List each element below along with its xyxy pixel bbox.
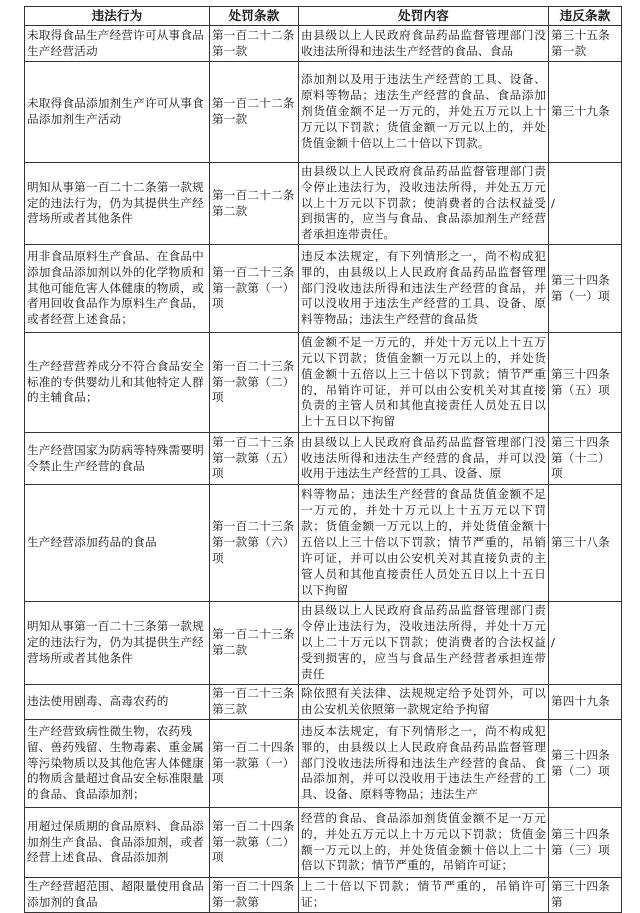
illegal-act-cell: 明知从事第一百二十三条第一款规定的违法行为，仍为其提供生产经营场所或者其他条件 (25, 602, 210, 685)
violated-clause-cell: 第三十四条第 (549, 878, 622, 913)
table-row (25, 333, 622, 433)
table-row (25, 245, 622, 333)
violated-clause-cell: / (549, 163, 622, 245)
header-penalty-clause: 处罚条款 (210, 7, 299, 26)
violated-clause-cell: 第三十九条 (549, 62, 622, 163)
penalty-content-cell: 添加剂以及用于违法生产经营的工具、设备、原料等物品；违法生产经营的食品、食品添加剂货值金额不足一万元的，并处五万元以上十万元以下罚款；货值金额一万元以上的，并处货值金额十倍以上二十倍以下罚款。 (299, 62, 549, 163)
penalty-clause-cell: 第一百二十四条第一款第（一）项 (210, 720, 299, 808)
table-row (25, 685, 622, 720)
penalty-clause-cell: 第一百二十四条第一款第（二）项 (210, 808, 299, 878)
penalty-content-cell: 由县级以上人民政府食品药品监督管理部门没收违法所得和违法生产经营的食品、食品 (299, 26, 549, 62)
penalty-content-cell: 值金额不足一万元的，并处十万元以上十五万元以下罚款；货值金额一万元以上的，并处货值金额十五倍以上三十倍以下罚款；情节严重的，吊销许可证，并可以由公安机关对其直接负责的主管人员和其他直接责任人员处五日以上十五日以下拘留 (299, 333, 549, 433)
violated-clause-cell: 第三十四条第（五）项 (549, 333, 622, 433)
illegal-act-cell: 未取得食品添加剂生产许可从事食品添加剂生产活动 (25, 62, 210, 163)
header-penalty-content: 处罚内容 (299, 7, 549, 26)
penalty-content-cell: 由县级以上人民政府食品药品监督管理部门没收违法所得和违法生产经营的食品，并可以没收用于违法生产经营的工具、设备、原 (299, 433, 549, 485)
penalty-clause-cell: 第一百二十三条第一款第（二）项 (210, 333, 299, 433)
penalty-clause-cell: 第一百二十二条第一款 (210, 62, 299, 163)
penalty-clause-cell: 第一百二十四条第一款第 (210, 878, 299, 913)
illegal-act-cell: 用超过保质期的食品原料、食品添加剂生产食品、食品添加剂，或者经营上述食品、食品添加剂 (25, 808, 210, 878)
penalty-content-cell: 除依照有关法律、法规规定给予处罚外，可以由公安机关依照第一款规定给予拘留 (299, 685, 549, 720)
illegal-act-cell: 生产经营营养成分不符合食品安全标准的专供婴幼儿和其他特定人群的主辅食品； (25, 333, 210, 433)
penalty-content-cell: 料等物品；违法生产经营的食品货值金额不足一万元的，并处十万元以上十五万元以下罚款；货值金额一万元以上的，并处货值金额十五倍以上三十倍以下罚款；情节严重的，吊销许可证，并可以由公安机关对其直接负责的主管人员和其他直接责任人员处五日以上十五日以下拘留 (299, 485, 549, 602)
header-violated-clause: 违反条款 (549, 7, 622, 26)
penalty-clause-cell: 第一百二十三条第一款第（一）项 (210, 245, 299, 333)
penalty-content-cell: 违反本法规定，有下列情形之一，尚不构成犯罪的，由县级以上人民政府食品药品监督管理部门没收违法所得和违法生产经营的食品，并可以没收用于违法生产经营的工具、设备、原料等物品；违法生产经营的食品货 (299, 245, 549, 333)
penalty-clause-cell: 第一百二十二条第一款 (210, 26, 299, 62)
violated-clause-cell: 第三十四条第（三）项 (549, 808, 622, 878)
header-illegal-act: 违法行为 (25, 7, 210, 26)
illegal-act-cell: 未取得食品生产经营许可从事食品生产经营活动 (25, 26, 210, 62)
penalty-table (24, 6, 622, 913)
violated-clause-cell: 第三十四条第（一）项 (549, 245, 622, 333)
table-row (25, 62, 622, 163)
table-row (25, 602, 622, 685)
illegal-act-cell: 生产经营致病性微生物，农药残留、兽药残留、生物毒素、重金属等污染物质以及其他危害人体健康的物质含量超过食品安全标准限量的食品、食品添加剂； (25, 720, 210, 808)
table-row (25, 485, 622, 602)
violated-clause-cell: / (549, 602, 622, 685)
table-row (25, 808, 622, 878)
illegal-act-cell: 生产经营添加药品的食品 (25, 485, 210, 602)
table-row (25, 878, 622, 913)
illegal-act-cell: 生产经营国家为防病等特殊需要明令禁止生产经营的食品 (25, 433, 210, 485)
violated-clause-cell: 第三十八条 (549, 485, 622, 602)
illegal-act-cell: 用非食品原料生产食品、在食品中添加食品添加剂以外的化学物质和其他可能危害人体健康的物质，或者用回收食品作为原料生产食品，或者经营上述食品； (25, 245, 210, 333)
illegal-act-cell: 违法使用剧毒、高毒农药的 (25, 685, 210, 720)
penalty-content-cell: 经营的食品、食品添加剂货值金额不足一万元的，并处五万元以上十万元以下罚款；货值金额一万元以上的，并处货值金额十倍以上二十倍以下罚款；情节严重的，吊销许可证； (299, 808, 549, 878)
penalty-clause-cell: 第一百二十三条第一款第（五）项 (210, 433, 299, 485)
penalty-clause-cell: 第一百二十三条第三款 (210, 685, 299, 720)
penalty-clause-cell: 第一百二十二条第二款 (210, 163, 299, 245)
illegal-act-cell: 明知从事第一百二十二条第一款规定的违法行为，仍为其提供生产经营场所或者其他条件 (25, 163, 210, 245)
table-row (25, 163, 622, 245)
violated-clause-cell: 第三十四条第（十二）项 (549, 433, 622, 485)
penalty-content-cell: 上二十倍以下罚款；情节严重的，吊销许可证； (299, 878, 549, 913)
table-row (25, 26, 622, 62)
violated-clause-cell: 第三十五条第一款 (549, 26, 622, 62)
violated-clause-cell: 第四十九条 (549, 685, 622, 720)
penalty-content-cell: 由县级以上人民政府食品药品监督管理部门责令停止违法行为，没收违法所得，并处十万元以上二十万元以下罚款；使消费者的合法权益受到损害的，应当与食品生产经营者承担连带责任 (299, 602, 549, 685)
violated-clause-cell: 第三十四条第（二）项 (549, 720, 622, 808)
penalty-content-cell: 由县级以上人民政府食品药品监督管理部门责令停止违法行为，没收违法所得，并处五万元以上十万元以下罚款；使消费者的合法权益受到损害的，应当与食品、食品添加剂生产经营者承担连带责任。 (299, 163, 549, 245)
header-row (25, 7, 622, 26)
table-row (25, 720, 622, 808)
penalty-content-cell: 违反本法规定，有下列情形之一，尚不构成犯罪的，由县级以上人民政府食品药品监督管理部门没收违法所得和违法生产经营的食品、食品添加剂，并可以没收用于违法生产经营的工具、设备、原料等物品；违法生产 (299, 720, 549, 808)
illegal-act-cell: 生产经营超范围、超限量使用食品添加剂的食品 (25, 878, 210, 913)
penalty-clause-cell: 第一百二十三条第二款 (210, 602, 299, 685)
table-row (25, 433, 622, 485)
penalty-clause-cell: 第一百二十三条第一款第（六）项 (210, 485, 299, 602)
